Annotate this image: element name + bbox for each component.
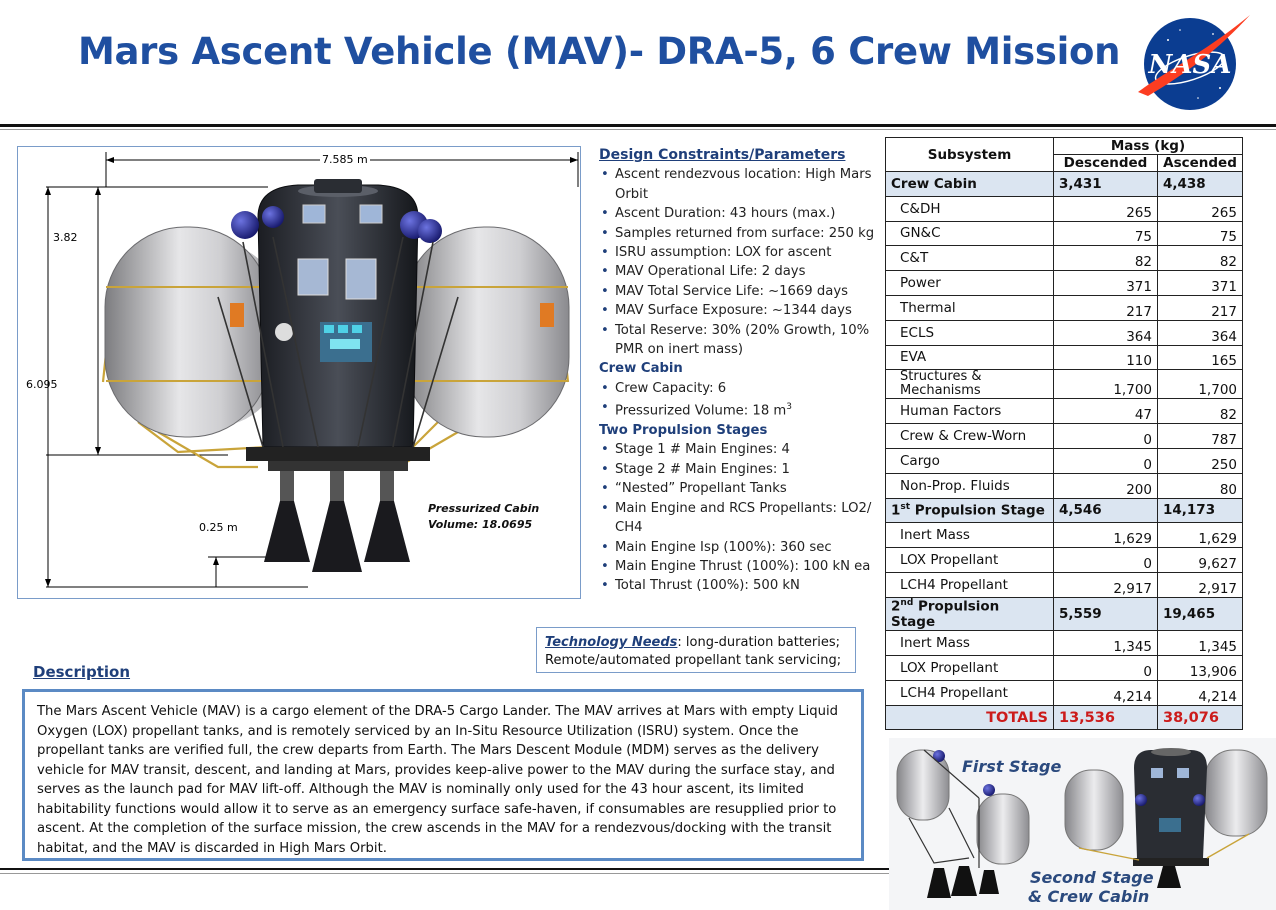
row-label: Crew & Crew-Worn <box>886 424 1054 449</box>
stage1-label: Propulsion Stage <box>910 502 1045 519</box>
cabin-caption-2: Volume: 18.0695 <box>428 518 533 531</box>
second-stage-label-2: & Crew Cabin <box>1028 887 1150 906</box>
row-descended: 265 <box>1054 196 1158 221</box>
row-ascended: 19,465 <box>1158 597 1243 631</box>
row-ascended: 1,345 <box>1158 631 1243 656</box>
row-ascended: 82 <box>1158 246 1243 271</box>
row-ascended: 787 <box>1158 424 1243 449</box>
col-subsystem: Subsystem <box>886 138 1054 172</box>
row-ascended: 75 <box>1158 221 1243 246</box>
mav-figure <box>17 146 581 599</box>
table-row <box>886 399 1243 424</box>
svg-text:NASA: NASA <box>1148 50 1232 80</box>
footer-rule <box>0 868 890 870</box>
row-label: ECLS <box>886 320 1054 345</box>
row-label: GN&C <box>886 221 1054 246</box>
row-label: C&T <box>886 246 1054 271</box>
design-item: • Ascent Duration: 43 hours (max.) <box>599 204 879 223</box>
stage-item: • Main Engine Isp (100%): 360 sec <box>599 538 879 557</box>
totals-descended: 13,536 <box>1054 705 1158 730</box>
table-row <box>886 523 1243 548</box>
row-ascended: 4,438 <box>1158 172 1243 197</box>
row-label: C&DH <box>886 196 1054 221</box>
row-descended: 82 <box>1054 246 1158 271</box>
cabin-volume-text: Pressurized Volume: 18 m <box>615 403 787 419</box>
description-box: The Mars Ascent Vehicle (MAV) is a cargo element of the DRA-5 Cargo Lander. The MAV arrives at Mars with empty Liquid Oxygen (LOX) propellant tanks, and is remotely serviced by an In-Situ Resource Utilization (ISRU) system. Once the propellant tanks are verified full, the crew departs from Earth. The Mars Descent Module (MDM) serves as the delivery vehicle for MAV transit, descent, and landing at Mars, provides keep-alive power to the MAV during the surface stay, and serves as the launch pad for MAV lift-off. Although the MAV is nominally only used for the 43 hour ascent, its limited habitability functions would allow it to serve as an emergency surface safe-haven, if consumables are resupplied prior to ascent. At the completion of the surface mission, the crew ascends in the MAV for a rendezvous/docking with the transit habitat, and the MAV is discarded in High Mars Orbit. <box>22 689 864 861</box>
row-descended: 0 <box>1054 448 1158 473</box>
table-row <box>886 680 1243 705</box>
description-heading: Description <box>33 663 131 681</box>
col-descended: Descended <box>1054 155 1158 172</box>
cabin-caption-1: Pressurized Cabin <box>428 502 540 515</box>
row-label: Crew Cabin <box>886 172 1054 197</box>
table-row <box>886 246 1243 271</box>
table-row <box>886 473 1243 498</box>
row-label: Power <box>886 271 1054 296</box>
dim-gap-label: 0.25 m <box>199 521 238 534</box>
stage-item: • Total Thrust (100%): 500 kN <box>599 576 879 595</box>
stage-item: • Stage 1 # Main Engines: 4 <box>599 440 879 459</box>
table-row-totals <box>886 705 1243 730</box>
crew-cabin-heading: Crew Cabin <box>599 361 683 377</box>
table-row-crew-cabin <box>886 172 1243 197</box>
row-ascended: 1,700 <box>1158 370 1243 399</box>
design-item: • Ascent rendezvous location: High Mars Orbit <box>599 165 879 204</box>
row-label <box>886 597 1054 631</box>
stage-item: • Main Engine and RCS Propellants: LO2/ CH4 <box>599 499 879 538</box>
col-ascended: Ascended <box>1158 155 1243 172</box>
table-row <box>886 572 1243 597</box>
row-ascended: 250 <box>1158 448 1243 473</box>
technology-needs-label: Technology Needs <box>545 635 678 650</box>
row-descended: 2,917 <box>1054 572 1158 597</box>
row-descended: 5,559 <box>1054 597 1158 631</box>
header-rule <box>0 124 1276 127</box>
row-label: Non-Prop. Fluids <box>886 473 1054 498</box>
row-label: Cargo <box>886 448 1054 473</box>
page-title: Mars Ascent Vehicle (MAV)- DRA-5, 6 Crew Mission <box>78 30 1121 73</box>
row-descended: 364 <box>1054 320 1158 345</box>
row-label: Human Factors <box>886 399 1054 424</box>
row-ascended: 4,214 <box>1158 680 1243 705</box>
row-ascended: 364 <box>1158 320 1243 345</box>
row-descended: 4,214 <box>1054 680 1158 705</box>
row-ascended: 80 <box>1158 473 1243 498</box>
stage2-label: Propulsion Stage <box>891 598 1000 631</box>
row-descended: 0 <box>1054 548 1158 573</box>
design-item: • Samples returned from surface: 250 kg <box>599 224 879 243</box>
row-descended: 0 <box>1054 656 1158 681</box>
stage1-num: 1 <box>891 502 901 519</box>
row-descended: 1,700 <box>1054 370 1158 399</box>
row-ascended: 371 <box>1158 271 1243 296</box>
row-descended: 4,546 <box>1054 498 1158 523</box>
design-item: • MAV Surface Exposure: ~1344 days <box>599 301 879 320</box>
table-row <box>886 271 1243 296</box>
technology-needs-box <box>536 627 856 673</box>
design-item: • Total Reserve: 30% (20% Growth, 10% PMR on inert mass) <box>599 321 879 360</box>
stages-list <box>599 440 879 595</box>
row-label: Inert Mass <box>886 631 1054 656</box>
stage2-sup: nd <box>900 597 914 608</box>
row-label: LCH4 Propellant <box>886 680 1054 705</box>
row-descended: 47 <box>1054 399 1158 424</box>
technology-needs-text: : long-duration batteries; Remote/automated propellant tank servicing; <box>545 635 842 668</box>
cabin-list <box>599 379 879 421</box>
footer-rule-thin <box>0 873 890 874</box>
table-row-stage1 <box>886 498 1243 523</box>
table-row-stage2 <box>886 597 1243 631</box>
table-row <box>886 295 1243 320</box>
row-ascended: 14,173 <box>1158 498 1243 523</box>
table-row <box>886 221 1243 246</box>
row-ascended: 217 <box>1158 295 1243 320</box>
table-row <box>886 548 1243 573</box>
row-label: Thermal <box>886 295 1054 320</box>
row-label: Inert Mass <box>886 523 1054 548</box>
row-ascended: 165 <box>1158 345 1243 370</box>
row-label: EVA <box>886 345 1054 370</box>
stage-item: • Main Engine Thrust (100%): 100 kN ea <box>599 557 879 576</box>
row-ascended: 82 <box>1158 399 1243 424</box>
stage-item: • “Nested” Propellant Tanks <box>599 479 879 498</box>
design-list <box>599 165 879 359</box>
mass-table <box>885 137 1243 730</box>
cabin-item <box>599 398 879 421</box>
stage-item: • Stage 2 # Main Engines: 1 <box>599 460 879 479</box>
row-ascended: 2,917 <box>1158 572 1243 597</box>
design-heading: Design Constraints/Parameters <box>599 147 846 163</box>
row-descended: 371 <box>1054 271 1158 296</box>
row-descended: 1,629 <box>1054 523 1158 548</box>
dim-height-label: 6.095 <box>26 378 58 391</box>
table-row <box>886 631 1243 656</box>
cabin-volume-sup: 3 <box>786 402 792 413</box>
table-row <box>886 320 1243 345</box>
stage-images <box>889 738 1276 910</box>
row-label: LOX Propellant <box>886 656 1054 681</box>
dim-width-label: 7.585 m <box>322 153 368 166</box>
totals-label: TOTALS <box>886 705 1054 730</box>
header-rule-thin <box>0 129 1276 130</box>
row-label: LCH4 Propellant <box>886 572 1054 597</box>
cabin-item: • Crew Capacity: 6 <box>599 379 879 398</box>
row-descended: 217 <box>1054 295 1158 320</box>
row-label: LOX Propellant <box>886 548 1054 573</box>
row-ascended: 265 <box>1158 196 1243 221</box>
design-parameters <box>599 146 879 596</box>
row-label <box>886 498 1054 523</box>
row-descended: 75 <box>1054 221 1158 246</box>
stage2-num: 2 <box>891 598 901 615</box>
design-item: • ISRU assumption: LOX for ascent <box>599 243 879 262</box>
first-stage-label: First Stage <box>962 757 1062 776</box>
design-item: • MAV Total Service Life: ~1669 days <box>599 282 879 301</box>
totals-ascended: 38,076 <box>1158 705 1243 730</box>
second-stage-label-1: Second Stage <box>1030 868 1154 887</box>
design-item: • MAV Operational Life: 2 days <box>599 262 879 281</box>
col-mass: Mass (kg) <box>1054 138 1243 155</box>
row-descended: 3,431 <box>1054 172 1158 197</box>
row-descended: 0 <box>1054 424 1158 449</box>
row-ascended: 13,906 <box>1158 656 1243 681</box>
table-row <box>886 345 1243 370</box>
row-descended: 1,345 <box>1054 631 1158 656</box>
table-row <box>886 196 1243 221</box>
table-row <box>886 424 1243 449</box>
nasa-logo <box>1128 10 1253 115</box>
dim-upper-label: 3.82 <box>53 231 78 244</box>
row-label: Structures & Mechanisms <box>886 370 1054 399</box>
stages-heading: Two Propulsion Stages <box>599 423 768 439</box>
row-ascended: 1,629 <box>1158 523 1243 548</box>
stage1-sup: st <box>900 502 911 513</box>
row-ascended: 9,627 <box>1158 548 1243 573</box>
table-row <box>886 448 1243 473</box>
table-row <box>886 656 1243 681</box>
row-descended: 110 <box>1054 345 1158 370</box>
table-row <box>886 370 1243 399</box>
row-descended: 200 <box>1054 473 1158 498</box>
